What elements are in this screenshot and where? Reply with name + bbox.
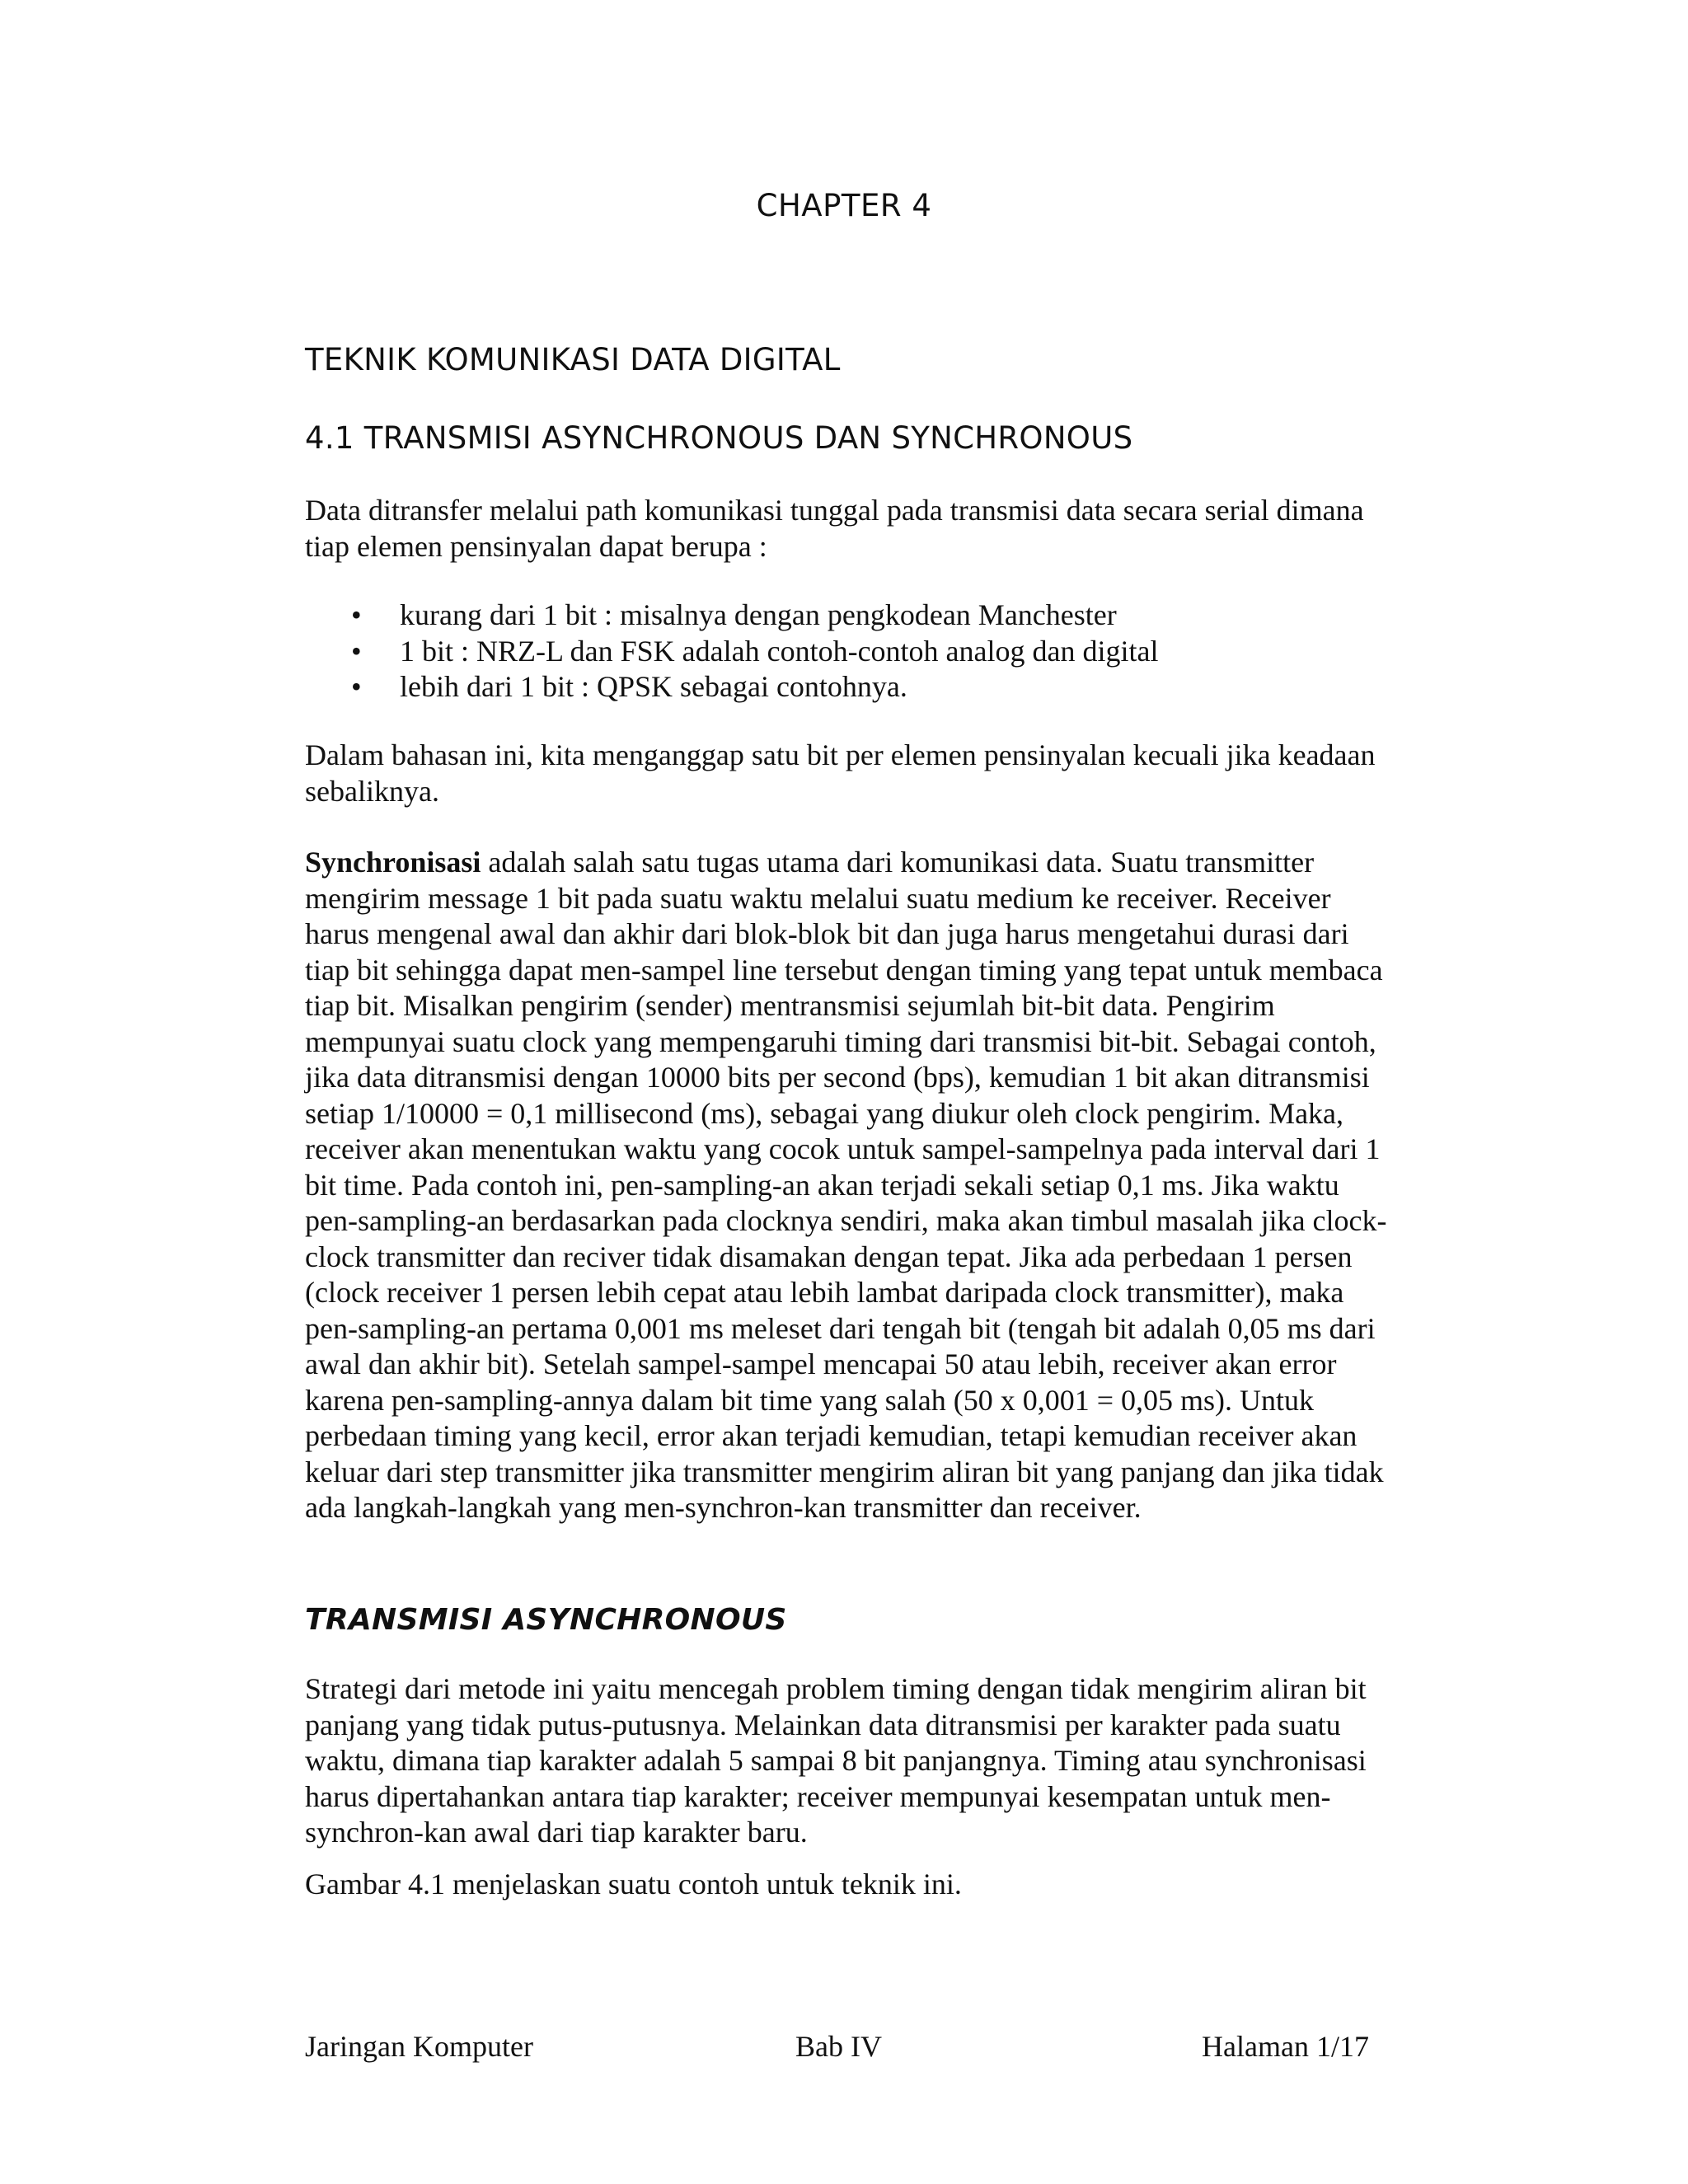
intro-paragraph: Data ditransfer melalui path komunikasi tunggal pada transmisi data secara serial dimana tiap elemen pensinyalan dapat berupa : [305, 494, 1364, 563]
bullet-marker: • [351, 598, 362, 631]
chapter-heading: CHAPTER 4 [756, 188, 932, 223]
list-item-text: 1 bit : NRZ-L dan FSK adalah contoh-contoh analog dan digital [400, 634, 1159, 668]
bullet-marker: • [351, 670, 362, 703]
paragraph-assumption: Dalam bahasan ini, kita menganggap satu bit per elemen pensinyalan kecuali jika keadaan sebaliknya. [305, 738, 1376, 808]
footer-page-number: Halaman 1/17 [1202, 2030, 1369, 2063]
list-item [305, 598, 1393, 634]
paragraph-figure-ref: Gambar 4.1 menjelaskan suatu contoh untuk teknik ini. [305, 1868, 962, 1900]
document-title: TEKNIK KOMUNIKASI DATA DIGITAL [305, 342, 841, 377]
paragraph-synchronisasi [305, 845, 1393, 1526]
bullet-marker: • [351, 634, 362, 668]
footer-left: Jaringan Komputer [305, 2030, 533, 2063]
bullet-list [305, 598, 1393, 705]
subsection-heading: TRANSMISI ASYNCHRONOUS [305, 1603, 787, 1637]
list-item-text: lebih dari 1 bit : QPSK sebagai contohnya. [400, 670, 907, 703]
section-heading: 4.1 TRANSMISI ASYNCHRONOUS DAN SYNCHRONOUS [305, 420, 1133, 456]
paragraph-body: adalah salah satu tugas utama dari komunikasi data. Suatu transmitter mengirim message 1 bit pada suatu waktu melalui suatu medium ke receiver. Receiver harus mengenal awal dan akhir dari blok-blok bit dan juga harus mengetahui durasi dari tiap bit sehingga dapat men-sampel line tersebut dengan timing yang tepat untuk membaca tiap bit. Misalkan pengirim (sender) mentransmisi sejumlah bit-bit data. Pengirim mempunyai suatu clock yang mempengaruhi timing dari transmisi bit-bit. Sebagai contoh, jika data ditransmisi dengan 10000 bits per second (bps), kemudian 1 bit akan ditransmisi setiap 1/10000 = 0,1 millisecond (ms), sebagai yang diukur oleh clock pengirim. Maka, receiver akan menentukan waktu yang cocok untuk sampel-sampelnya pada interval dari 1 bit time. Pada contoh ini, pen-sampling-an akan terjadi sekali setiap 0,1 ms. Jika waktu pen-sampling-an berdasarkan pada clocknya sendiri, maka akan timbul masalah jika clock-clock transmitter dan reciver tidak disamakan dengan tepat. Jika ada perbedaan 1 persen (clock receiver 1 persen lebih cepat atau lebih lambat daripada clock transmitter), maka pen-sampling-an pertama 0,001 ms meleset dari tengah bit (tengah bit adalah 0,05 ms dari awal dan akhir bit). Setelah sampel-sampel mencapai 50 atau lebih, receiver akan error karena pen-sampling-annya dalam bit time yang salah (50 x 0,001 = 0,05 ms). Untuk perbedaan timing yang kecil, error akan terjadi kemudian, tetapi kemudian receiver akan keluar dari step transmitter jika transmitter mengirim aliran bit yang panjang dan jika tidak ada langkah-langkah yang men-synchron-kan transmitter dan receiver. [305, 846, 1387, 1524]
footer-center: Bab IV [795, 2030, 882, 2063]
list-item [305, 634, 1393, 670]
bold-term: Synchronisasi [305, 846, 481, 879]
list-item-text: kurang dari 1 bit : misalnya dengan pengkodean Manchester [400, 598, 1117, 631]
list-item [305, 669, 1393, 705]
paragraph-strategy: Strategi dari metode ini yaitu mencegah problem timing dengan tidak mengirim aliran bit panjang yang tidak putus-putusnya. Melainkan data ditransmisi per karakter pada suatu waktu, dimana tiap karakter adalah 5 sampai 8 bit panjangnya. Timing atau synchronisasi harus dipertahankan antara tiap karakter; receiver mempunyai kesempatan untuk men-synchron-kan awal dari tiap karakter baru. [305, 1672, 1367, 1849]
